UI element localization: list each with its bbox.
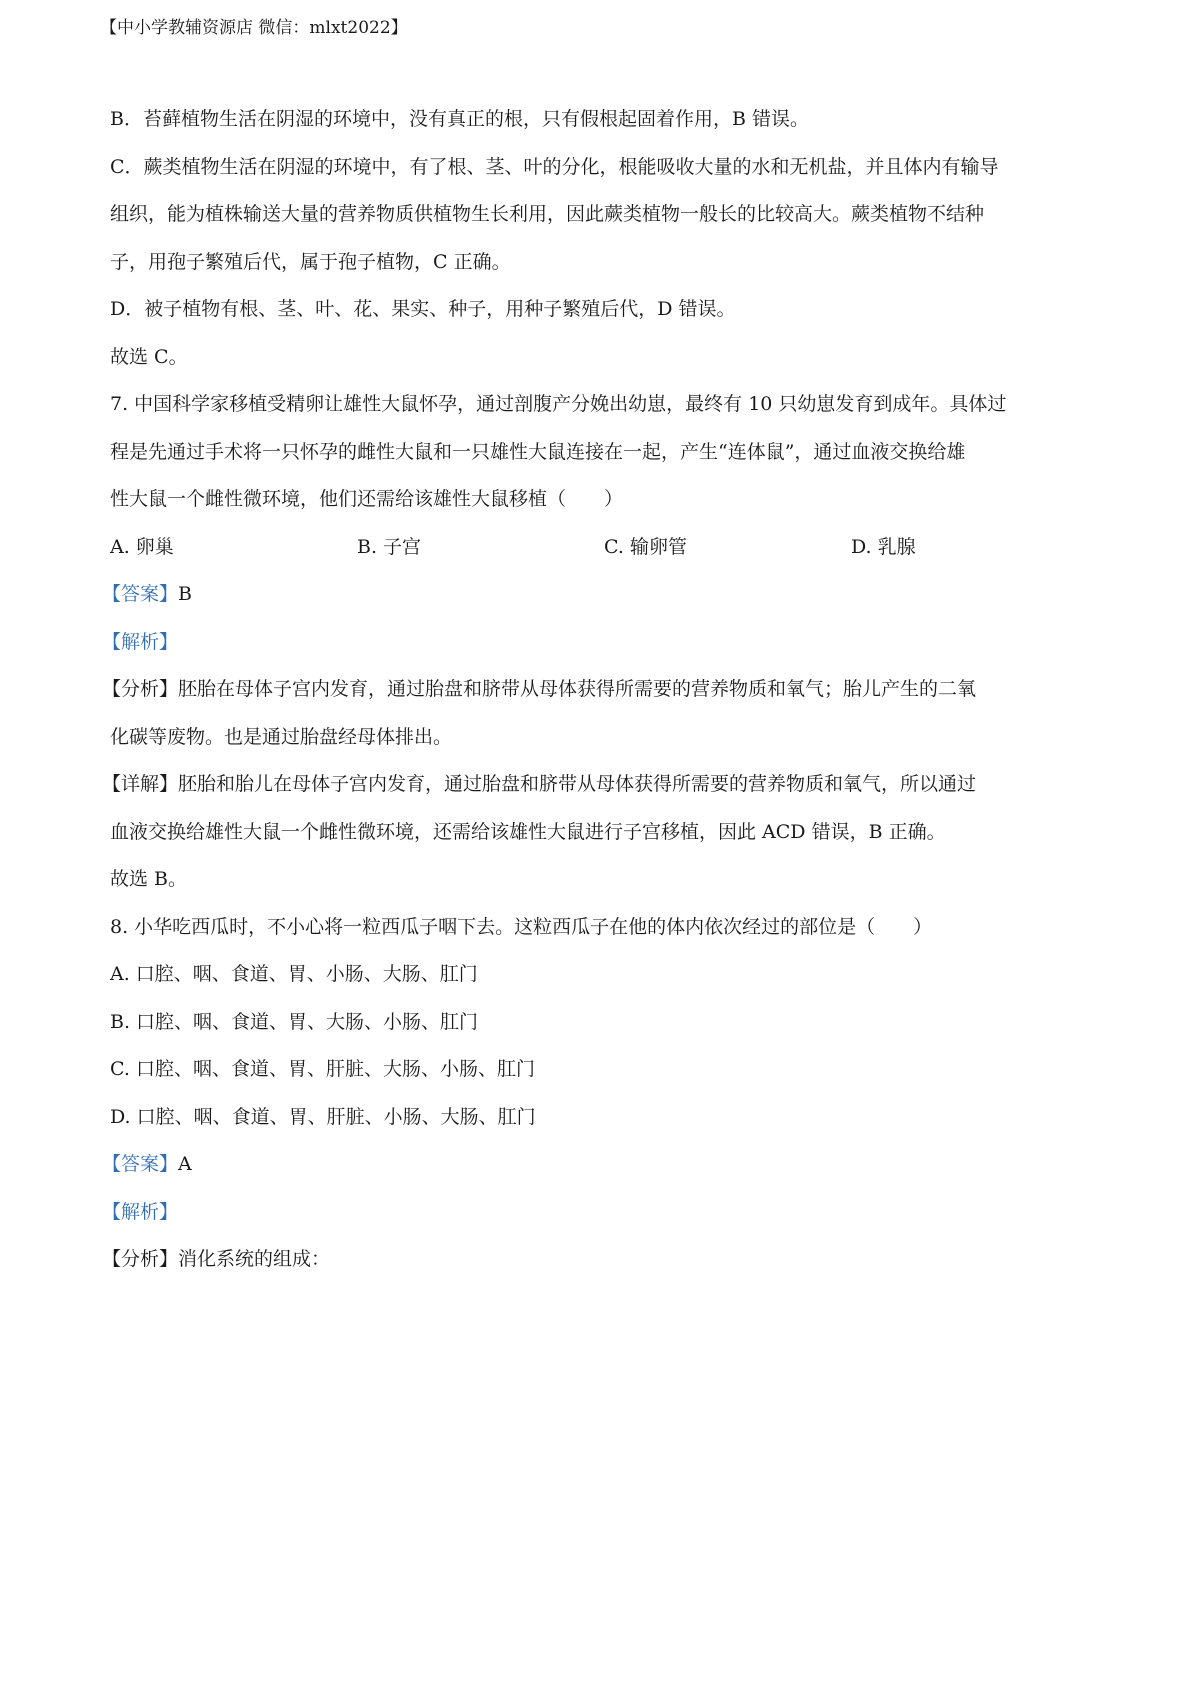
q7-option-d: D. 乳腺: [851, 535, 916, 558]
q7-option-a: A. 卵巢: [110, 535, 174, 558]
q7-fenxi-text1: 胚胎在母体子宫内发育，通过胎盘和脐带从母体获得所需要的营养物质和氧气；胎儿产生的二氧: [178, 678, 977, 700]
q7-option-c: C. 输卵管: [604, 535, 687, 558]
page-header: 【中小学教辅资源店 微信：mlxt2022】: [100, 18, 408, 38]
q8-option-c: C. 口腔、咽、食道、胃、肝脏、大肠、小肠、肛门: [110, 1058, 535, 1080]
q7-answer: [102, 571, 1100, 619]
q8-option-d: D. 口腔、咽、食道、胃、肝脏、小肠、大肠、肛门: [110, 1105, 536, 1128]
q7-xiangjie-line1: [102, 761, 1100, 809]
q7-xiangjie-line2: 血液交换给雄性大鼠一个雌性微环境，还需给该雄性大鼠进行子宫移植，因此 ACD 错误，B 正确。: [110, 820, 946, 843]
q8-stem: 8. 小华吃西瓜时，不小心将一粒西瓜子咽下去。这粒西瓜子在他的体内依次经过的部位是（ ）: [110, 915, 933, 938]
q8-answer-value: A: [178, 1153, 192, 1175]
q6-option-c-explanation-line3: 子，用孢子繁殖后代，属于孢子植物，C 正确。: [110, 250, 511, 273]
q8-analysis-tag: 【解析】: [102, 1200, 179, 1223]
q7-options: [110, 524, 1100, 572]
q8-fenxi-line: [102, 1236, 1100, 1284]
q8-fenxi-tag: 【分析】: [102, 1248, 179, 1270]
q7-analysis-tag: 【解析】: [102, 630, 179, 653]
q7-stem-line2: 程是先通过手术将一只怀孕的雌性大鼠和一只雄性大鼠连接在一起，产生“连体鼠”，通过血液交换给雄: [110, 440, 966, 463]
q8-answer-tag: 【答案】: [102, 1153, 179, 1175]
q8-answer: [102, 1141, 1100, 1189]
document-body: [102, 96, 1100, 1284]
q7-xiangjie-text1: 胚胎和胎儿在母体子宫内发育，通过胎盘和脐带从母体获得所需要的营养物质和氧气，所以通过: [178, 773, 977, 795]
q7-fenxi-line2: 化碳等废物。也是通过胎盘经母体排出。: [110, 725, 453, 748]
q7-fenxi-tag: 【分析】: [102, 678, 179, 700]
q8-fenxi-text: 消化系统的组成：: [178, 1248, 331, 1270]
q8-option-a: A. 口腔、咽、食道、胃、小肠、大肠、肛门: [110, 963, 478, 985]
q6-option-d-explanation: D．被子植物有根、茎、叶、花、果实、种子，用种子繁殖后代，D 错误。: [110, 298, 736, 320]
q6-option-c-explanation-line1: C．蕨类植物生活在阴湿的环境中，有了根、茎、叶的分化，根能吸收大量的水和无机盐，并且体内有输导: [110, 155, 999, 178]
q7-option-b: B. 子宫: [357, 535, 422, 558]
q7-stem-line1: 7. 中国科学家移植受精卵让雄性大鼠怀孕，通过剖腹产分娩出幼崽，最终有 10 只幼崽发育到成年。具体过: [110, 393, 1007, 415]
q8-analysis-heading: [102, 1189, 1100, 1237]
q6-option-b-explanation: B．苔藓植物生活在阴湿的环境中，没有真正的根，只有假根起固着作用，B 错误。: [110, 108, 809, 130]
q7-fenxi-line1: [102, 666, 1100, 714]
q7-stem-line3: 性大鼠一个雌性微环境，他们还需给该雄性大鼠移植（ ）: [110, 488, 624, 510]
q8-option-b: B. 口腔、咽、食道、胃、大肠、小肠、肛门: [110, 1010, 479, 1033]
q7-conclusion: 故选 B。: [110, 868, 188, 890]
q7-answer-tag: 【答案】: [102, 583, 179, 605]
q7-answer-value: B: [178, 583, 192, 605]
q7-xiangjie-tag: 【详解】: [102, 773, 179, 795]
q6-conclusion: 故选 C。: [110, 345, 188, 368]
q7-analysis-heading: [102, 619, 1100, 667]
q6-option-c-explanation-line2: 组织，能为植株输送大量的营养物质供植物生长利用，因此蕨类植物一般长的比较高大。蕨类植物不结种: [110, 203, 985, 225]
